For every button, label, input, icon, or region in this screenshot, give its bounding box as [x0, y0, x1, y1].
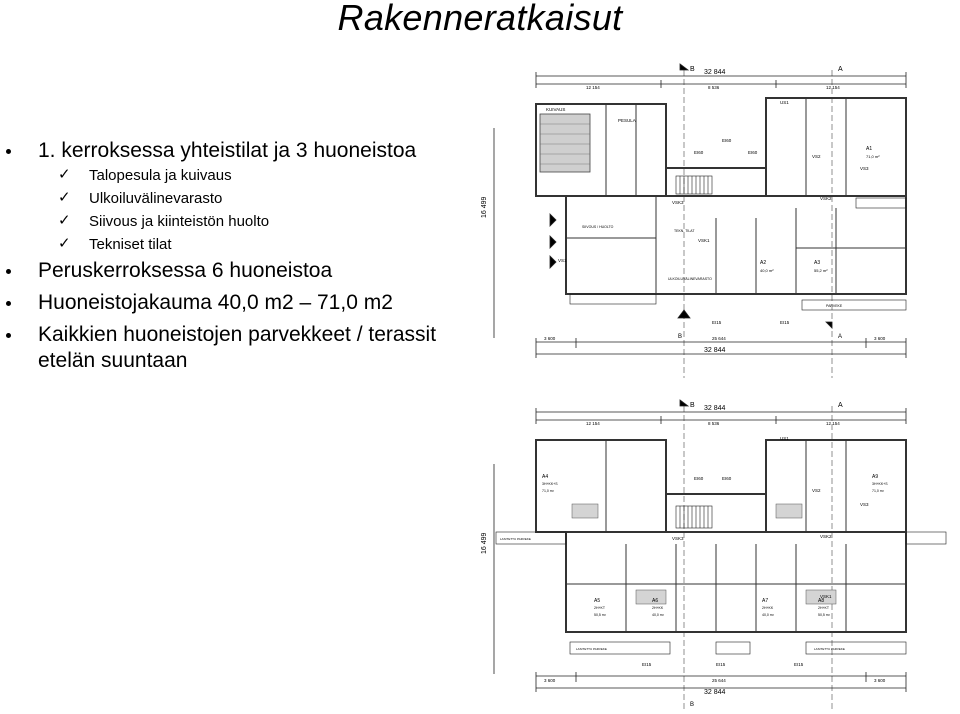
bullet-dot-icon [6, 269, 11, 274]
floor-plan-typical [476, 394, 960, 712]
sub-bullet-item [0, 210, 470, 233]
apartment-label: A1 [866, 146, 873, 152]
bullet-item [0, 138, 470, 164]
bullet-dot-icon [6, 333, 11, 338]
checkmark-icon: ✓ [58, 235, 71, 252]
arrow-icon [678, 310, 690, 318]
bullet-text: Peruskerroksessa 6 huoneistoa [38, 259, 333, 282]
room-label: VSK1 [698, 238, 710, 243]
room-label: EI15 [794, 662, 804, 667]
sub-bullet-item [0, 233, 470, 256]
apartment-label: A4 [542, 474, 549, 480]
room-label: EI15 [780, 320, 790, 325]
stairwell [676, 176, 712, 194]
room-label: EI15 [642, 662, 652, 667]
apartment-area: 71,0 m² [542, 489, 554, 493]
section-a-marker: A [838, 402, 843, 409]
apartment-area: 40,0 m² [762, 613, 774, 617]
bullet-dot-icon [6, 149, 11, 154]
apartment-label: A6 [652, 598, 659, 604]
room-label: LASITETTU PARVEKE [576, 647, 607, 651]
section-b-marker: B [690, 702, 695, 708]
overall-width-label: 32 844 [704, 405, 726, 412]
bullet-text: Kaikkien huoneistojen parvekkeet / terassit etelän suuntaan [38, 323, 437, 372]
apartment-type: 2H+KT [594, 606, 605, 610]
sub-bullet-text: Tekniset tilat [89, 236, 172, 253]
apartment-area: 55,2 m² [814, 268, 828, 273]
section-b-marker: B [690, 402, 695, 409]
bottom-dim-label: 3 600 [544, 678, 556, 683]
room-label: VSK2 [820, 196, 832, 201]
section-arrow-icon [680, 400, 688, 406]
balconies [496, 532, 946, 654]
room-label: VS1 [558, 258, 567, 263]
arrow-icon [550, 236, 556, 248]
arrow-icon [550, 256, 556, 268]
room-label: VS2 [812, 488, 821, 493]
top-dim-label: 8 536 [708, 85, 720, 90]
sub-bullet-item [0, 164, 470, 187]
bullet-item [0, 290, 470, 316]
bullet-dot-icon [6, 301, 11, 306]
checkmark-icon: ✓ [58, 212, 71, 229]
section-a-marker: A [838, 66, 843, 73]
stairwell [676, 506, 712, 528]
bottom-dim-label: 3 600 [544, 336, 556, 341]
room-label: VSK3 [672, 536, 684, 541]
checkmark-icon: ✓ [58, 166, 71, 183]
bullet-text: 1. kerroksessa yhteistilat ja 3 huoneistoa [38, 139, 417, 162]
bullet-item [0, 258, 470, 284]
apartment-label: A8 [818, 598, 825, 604]
room-label: VS3 [860, 502, 869, 507]
overall-width-label: 32 844 [704, 347, 726, 354]
bottom-dim-label: 3 600 [874, 678, 886, 683]
apartment-area: 71,0 m² [866, 154, 880, 159]
building-walls [536, 440, 906, 632]
apartment-type: 2H+KK [762, 606, 774, 610]
apartment-area: 71,0 m² [872, 489, 884, 493]
overall-width-label: 32 844 [704, 69, 726, 76]
sub-bullet-text: Siivous ja kiinteistön huolto [89, 213, 270, 230]
apartment-area: 50,5 m² [594, 613, 606, 617]
room-label: VSK2 [820, 534, 832, 539]
top-dim-label: 12 154 [586, 421, 600, 426]
apartment-area: 40,0 m² [652, 613, 664, 617]
room-label: ULKOILUVÄLINEVARASTO [668, 277, 712, 281]
top-dim-label: 12 154 [826, 421, 840, 426]
room-label: KUIVAUS [546, 107, 566, 112]
slide-title: Rakenneratkaisut [337, 0, 623, 38]
room-label: US1 [780, 436, 789, 441]
arrow-icon [826, 322, 832, 328]
room-label: EI15 [712, 320, 722, 325]
apartment-type: 2H+KK [652, 606, 664, 610]
room-label: EI60 [722, 138, 732, 143]
depth-dim-label: 16 499 [481, 532, 488, 554]
section-b-marker: B [690, 66, 695, 73]
room-label: LASITETTU PARVEKE [500, 537, 531, 541]
apartment-type: 3H+KK+S [542, 482, 558, 486]
top-dim-label: 8 536 [708, 421, 720, 426]
room-label: SIIVOUS / HUOLTO [582, 225, 614, 229]
bottom-dim-label: 25 644 [712, 336, 726, 341]
apartment-area: 50,5 m² [818, 613, 830, 617]
section-a-marker: A [838, 334, 843, 340]
room-label: EI60 [694, 150, 704, 155]
room-label: EI60 [748, 150, 758, 155]
arrow-icon [550, 214, 556, 226]
bottom-dim-label: 3 600 [874, 336, 886, 341]
room-label: EI60 [722, 476, 732, 481]
sub-bullet-item [0, 187, 470, 210]
sub-bullet-text: Talopesula ja kuivaus [89, 167, 232, 184]
apartment-type: 3H+KK+S [872, 482, 888, 486]
checkmark-icon: ✓ [58, 189, 71, 206]
bullet-item [0, 322, 438, 374]
room-label: EI15 [716, 662, 726, 667]
sub-bullet-text: Ulkoiluvälinevarasto [89, 190, 223, 207]
room-label: VS2 [812, 154, 821, 159]
top-dim-label: 12 154 [826, 85, 840, 90]
room-label: EI60 [694, 476, 704, 481]
apartment-label: A5 [594, 598, 601, 604]
apartment-area: 40,0 m² [760, 268, 774, 273]
balcony [802, 300, 906, 310]
top-dim-label: 12 154 [586, 85, 600, 90]
apartment-label: A2 [760, 260, 767, 266]
building-walls [536, 98, 906, 294]
apartment-type: 2H+KT [818, 606, 829, 610]
apartment-label: A3 [814, 260, 821, 266]
section-b-marker: B [678, 334, 683, 340]
room-label: TEKN. TILAT [674, 229, 695, 233]
apartment-label: A9 [872, 474, 879, 480]
room-label: VSK1 [820, 594, 832, 599]
apartment-label: A7 [762, 598, 769, 604]
section-arrow-icon [680, 64, 688, 70]
overall-width-label: 32 844 [704, 689, 726, 696]
room-label: US1 [780, 100, 789, 105]
bullet-list [0, 138, 470, 374]
bottom-dim-label: 25 644 [712, 678, 726, 683]
floor-plan-ground [476, 58, 960, 378]
room-label: PESULA [618, 118, 636, 123]
room-label: LASITETTU PARVEKE [814, 647, 845, 651]
room-label: PARVEKE [826, 304, 843, 308]
depth-dim-label: 16 499 [481, 196, 488, 218]
room-label: VSK3 [672, 200, 684, 205]
room-label: VS3 [860, 166, 869, 171]
bullet-text: Huoneistojakauma 40,0 m2 – 71,0 m2 [38, 291, 393, 314]
